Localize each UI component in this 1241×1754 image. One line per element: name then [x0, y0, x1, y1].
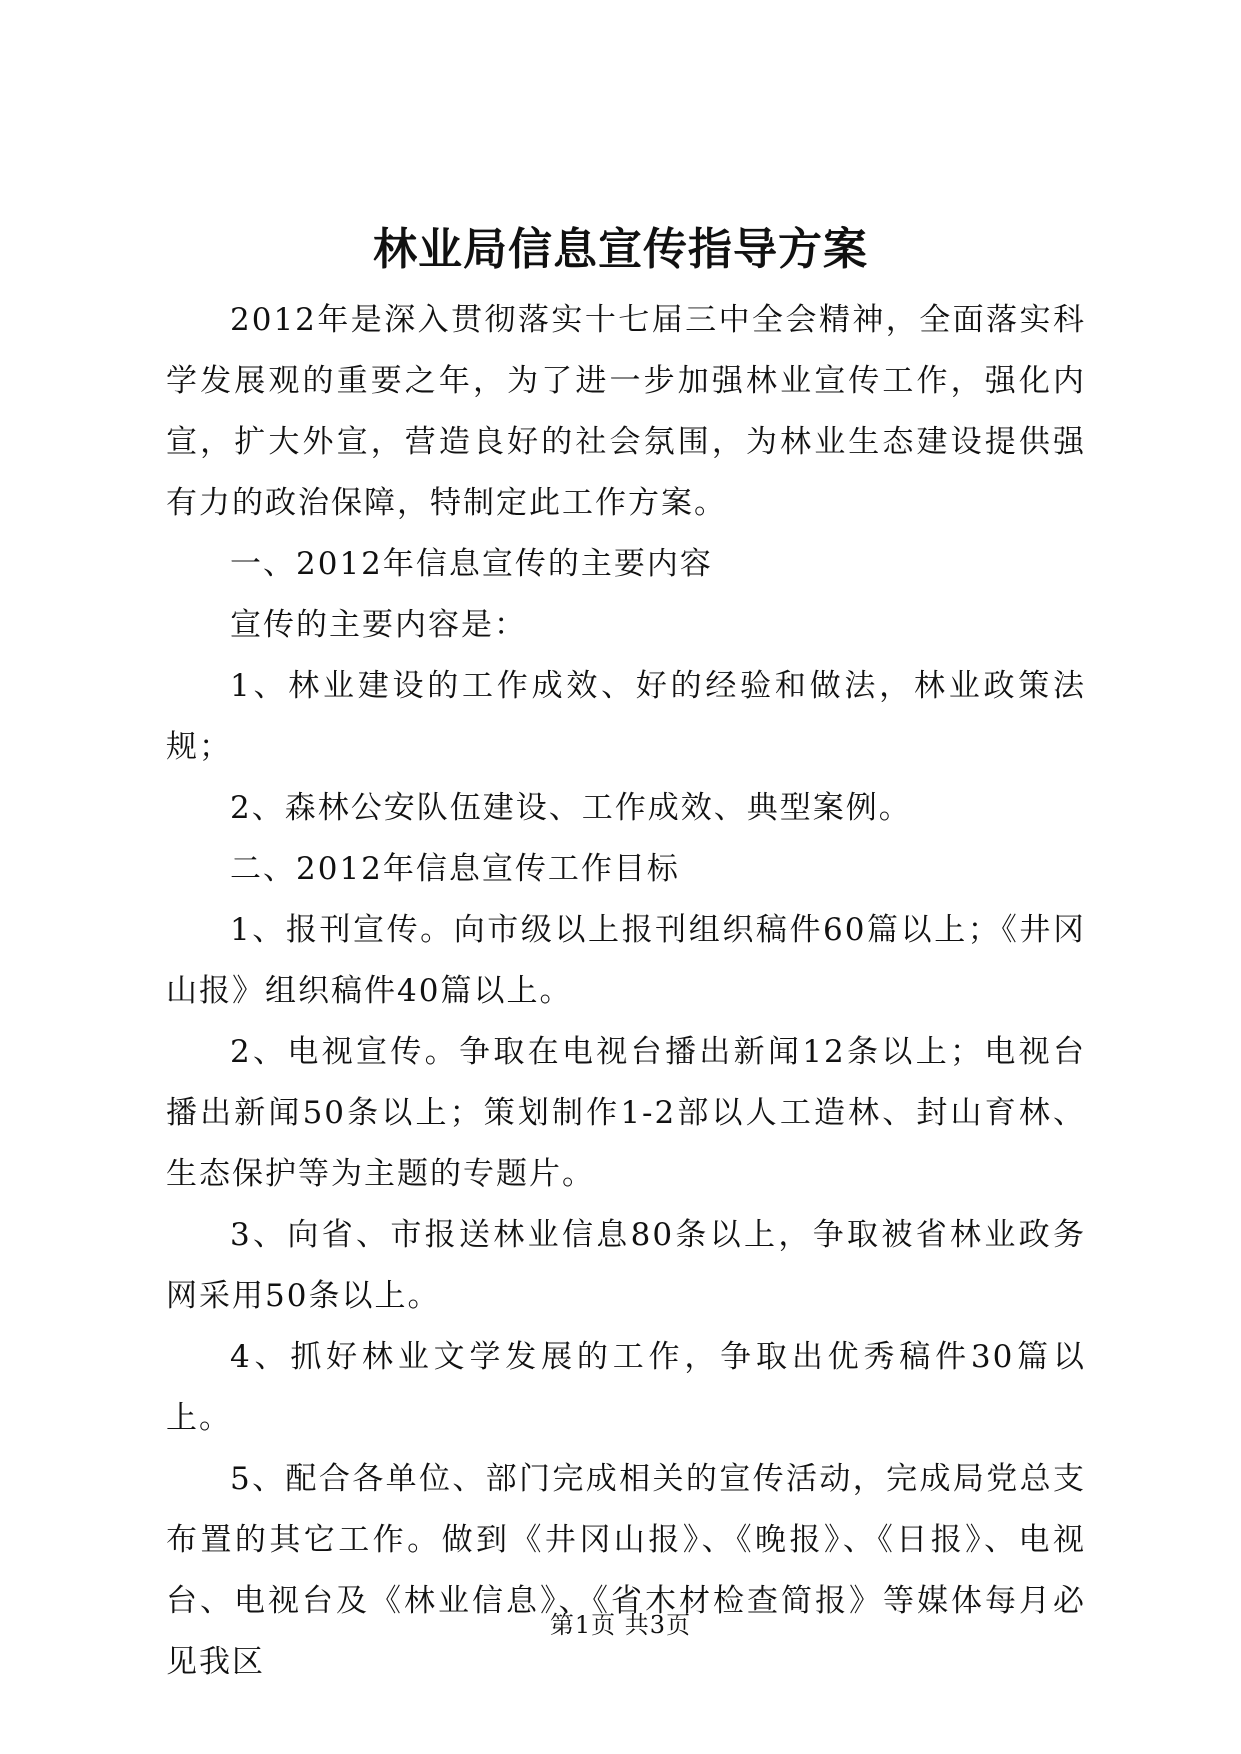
- list-item-goal-4: 4、抓好林业文学发展的工作，争取出优秀稿件30篇以上。: [166, 1339, 1086, 1436]
- page-number-footer: 第1页 共3页: [549, 1611, 692, 1639]
- list-item-goal-1: 1、报刊宣传。向市级以上报刊组织稿件60篇以上；《井冈山报》组织稿件40篇以上。: [166, 912, 1086, 1009]
- paragraph-content-lead: 宣传的主要内容是：: [230, 607, 527, 643]
- list-item-goal-2: 2、电视宣传。争取在电视台播出新闻12条以上；电视台播出新闻50条以上；策划制作1-2部以人工造林、封山育林、生态保护等为主题的专题片。: [166, 1034, 1086, 1192]
- section-heading-goals: 二、2012年信息宣传工作目标: [230, 851, 680, 887]
- document-body: [166, 290, 1086, 1693]
- list-item-goal-3: 3、向省、市报送林业信息80条以上，争取被省林业政务网采用50条以上。: [166, 1217, 1086, 1314]
- paragraph-intro: 2012年是深入贯彻落实十七届三中全会精神，全面落实科学发展观的重要之年，为了进一步加强林业宣传工作，强化内宣，扩大外宣，营造良好的社会氛围，为林业生态建设提供强有力的政治保障，特制定此工作方案。: [166, 302, 1086, 521]
- document-title: 林业局信息宣传指导方案: [373, 224, 868, 275]
- section-heading-content: 一、2012年信息宣传的主要内容: [230, 546, 713, 582]
- list-item-content-2: 2、森林公安队伍建设、工作成效、典型案例。: [230, 790, 912, 826]
- list-item-goal-5: 5、配合各单位、部门完成相关的宣传活动，完成局党总支布置的其它工作。做到《井冈山报》、《晚报》、《日报》、电视台、电视台及《林业信息》、《省木材检查简报》等媒体每月必见我区: [166, 1461, 1086, 1680]
- list-item-content-1: 1、林业建设的工作成效、好的经验和做法，林业政策法规；: [166, 668, 1086, 765]
